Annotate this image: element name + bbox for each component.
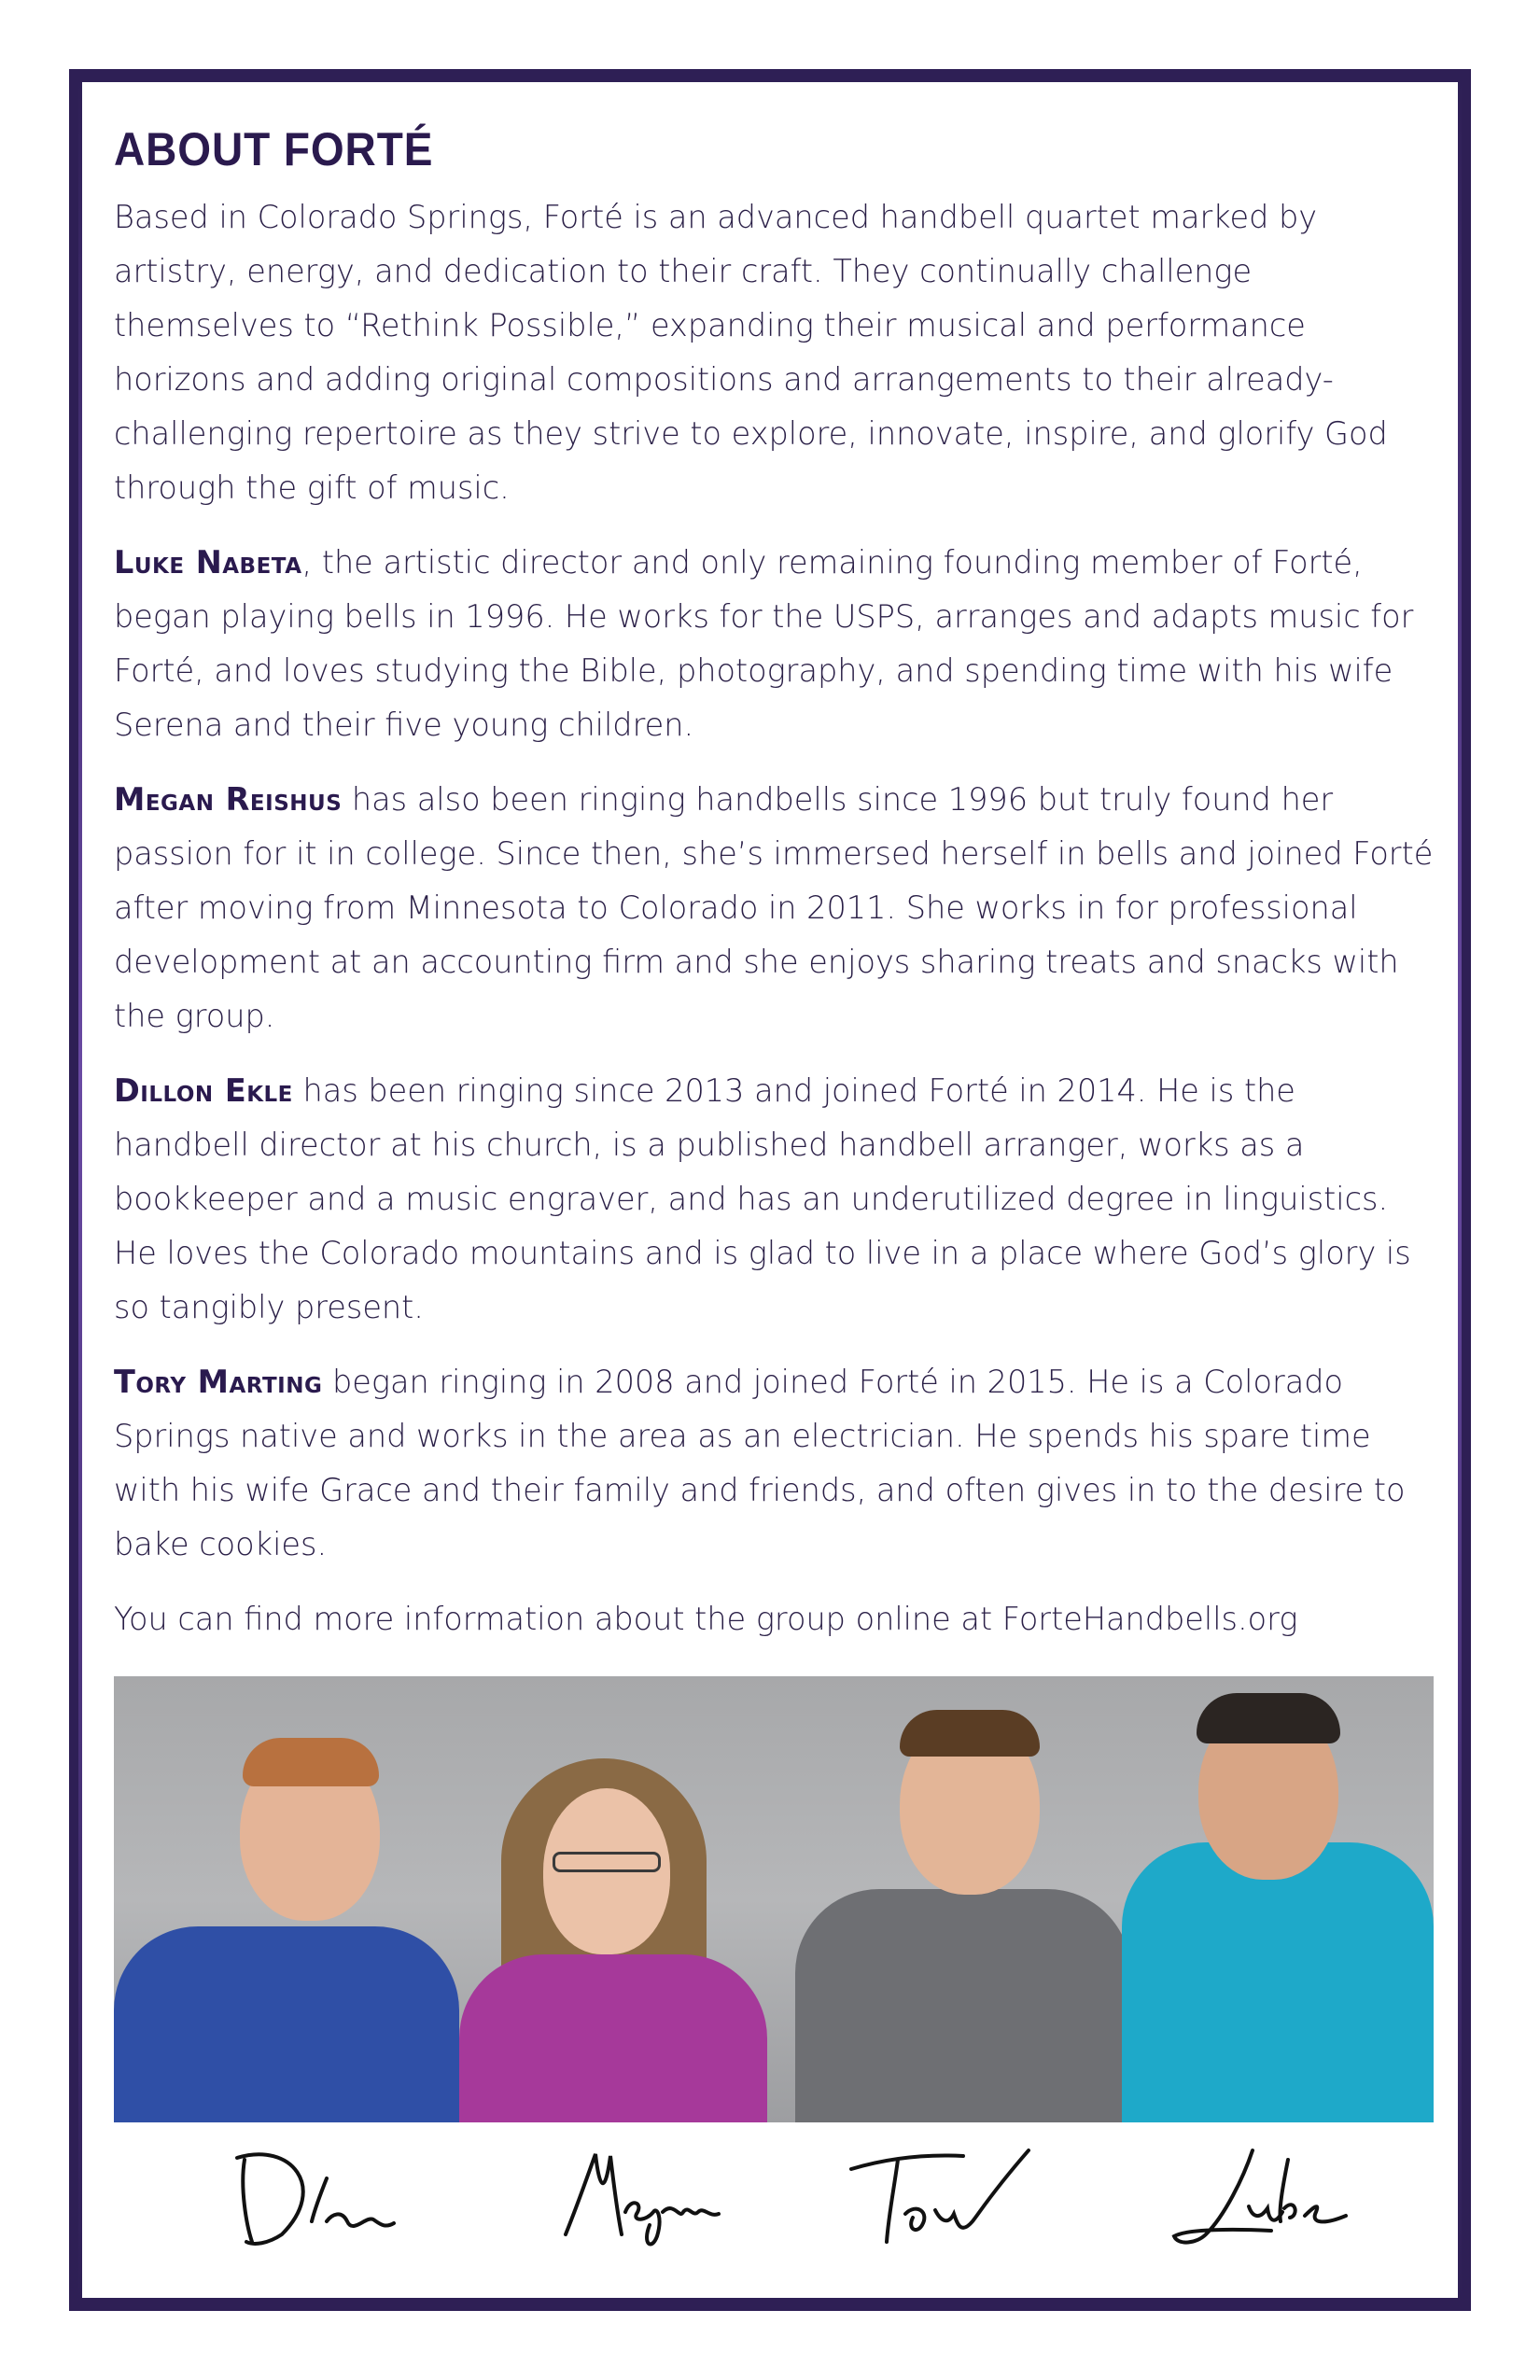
hair-tory: [900, 1710, 1040, 1757]
bio-megan: [114, 773, 1434, 1043]
group-photo: [114, 1676, 1434, 2122]
bio-text-megan: has also been ringing handbells since 1996 but truly found her passion for it in college. Since then, she’s immersed herself in bells and joined Forté after moving from Minnesota to Colorado in 2011. She works in for professional development at an accounting firm and she enjoys sharing treats and snacks with the group.: [114, 781, 1434, 1034]
signature-megan: [553, 2132, 739, 2262]
closing-paragraph: You can find more information about the group online at ForteHandbells.org: [114, 1601, 1298, 1637]
signature-dillon: [226, 2132, 413, 2262]
hair-dillon: [243, 1738, 379, 1786]
bio-name-dillon: Dillon Ekle: [114, 1072, 293, 1109]
page-panel: [82, 82, 1458, 2298]
person-dillon: [114, 1676, 469, 2122]
shirt-dillon: [114, 1926, 459, 2122]
bio-dillon: [114, 1064, 1434, 1335]
about-section: [114, 121, 1434, 1667]
bio-luke: [114, 536, 1434, 752]
bio-text-luke: , the artistic director and only remaining founding member of Forté, began playing bells in 1996. He works for the USPS, arranges and adapts music for Forté, and loves studying the Bible, photography, and spending time with his wife Serena and their five young children.: [114, 544, 1414, 743]
bio-name-tory: Tory Marting: [114, 1364, 323, 1400]
shirt-tory: [795, 1889, 1131, 2122]
signature-luke: [1159, 2132, 1365, 2262]
bio-tory: [114, 1355, 1434, 1572]
hair-luke: [1197, 1693, 1340, 1743]
page-border: [69, 69, 1471, 2311]
person-tory: [795, 1676, 1141, 2122]
shirt-megan: [459, 1954, 767, 2122]
signature-tory: [833, 2132, 1047, 2262]
glasses-megan: [553, 1852, 661, 1872]
bio-text-dillon: has been ringing since 2013 and joined Forté in 2014. He is the handbell director at his church, is a published handbell arranger, works as a bookkeeper and a music engraver, and has an underutilized degree in linguistics. He loves the Colorado mountains and is glad to live in a place where God’s glory is so tangibly present.: [114, 1072, 1411, 1325]
bio-text-tory: began ringing in 2008 and joined Forté in 2015. He is a Colorado Springs native and works in the area as an electrician. He spends his spare time with his wife Grace and their family and friends, and often gives in to the desire to bake cookies.: [114, 1364, 1406, 1562]
intro-paragraph: Based in Colorado Springs, Forté is an advanced handbell quartet marked by artistry, energy, and dedication to their craft. They continually challenge themselves to “Rethink Possible,” expanding their musical and performance horizons and adding original compositions and arrangements to their already-challenging repertoire as they strive to explore, innovate, inspire, and glorify God through the gift of music.: [114, 199, 1388, 506]
bio-name-luke: Luke Nabeta: [114, 544, 302, 581]
shirt-luke: [1122, 1842, 1434, 2122]
person-luke: [1122, 1676, 1434, 2122]
bio-name-megan: Megan Reishus: [114, 781, 343, 818]
person-megan: [441, 1676, 795, 2122]
signatures-row: [114, 2132, 1434, 2272]
page-title: ABOUT FORTÉ: [114, 123, 434, 175]
